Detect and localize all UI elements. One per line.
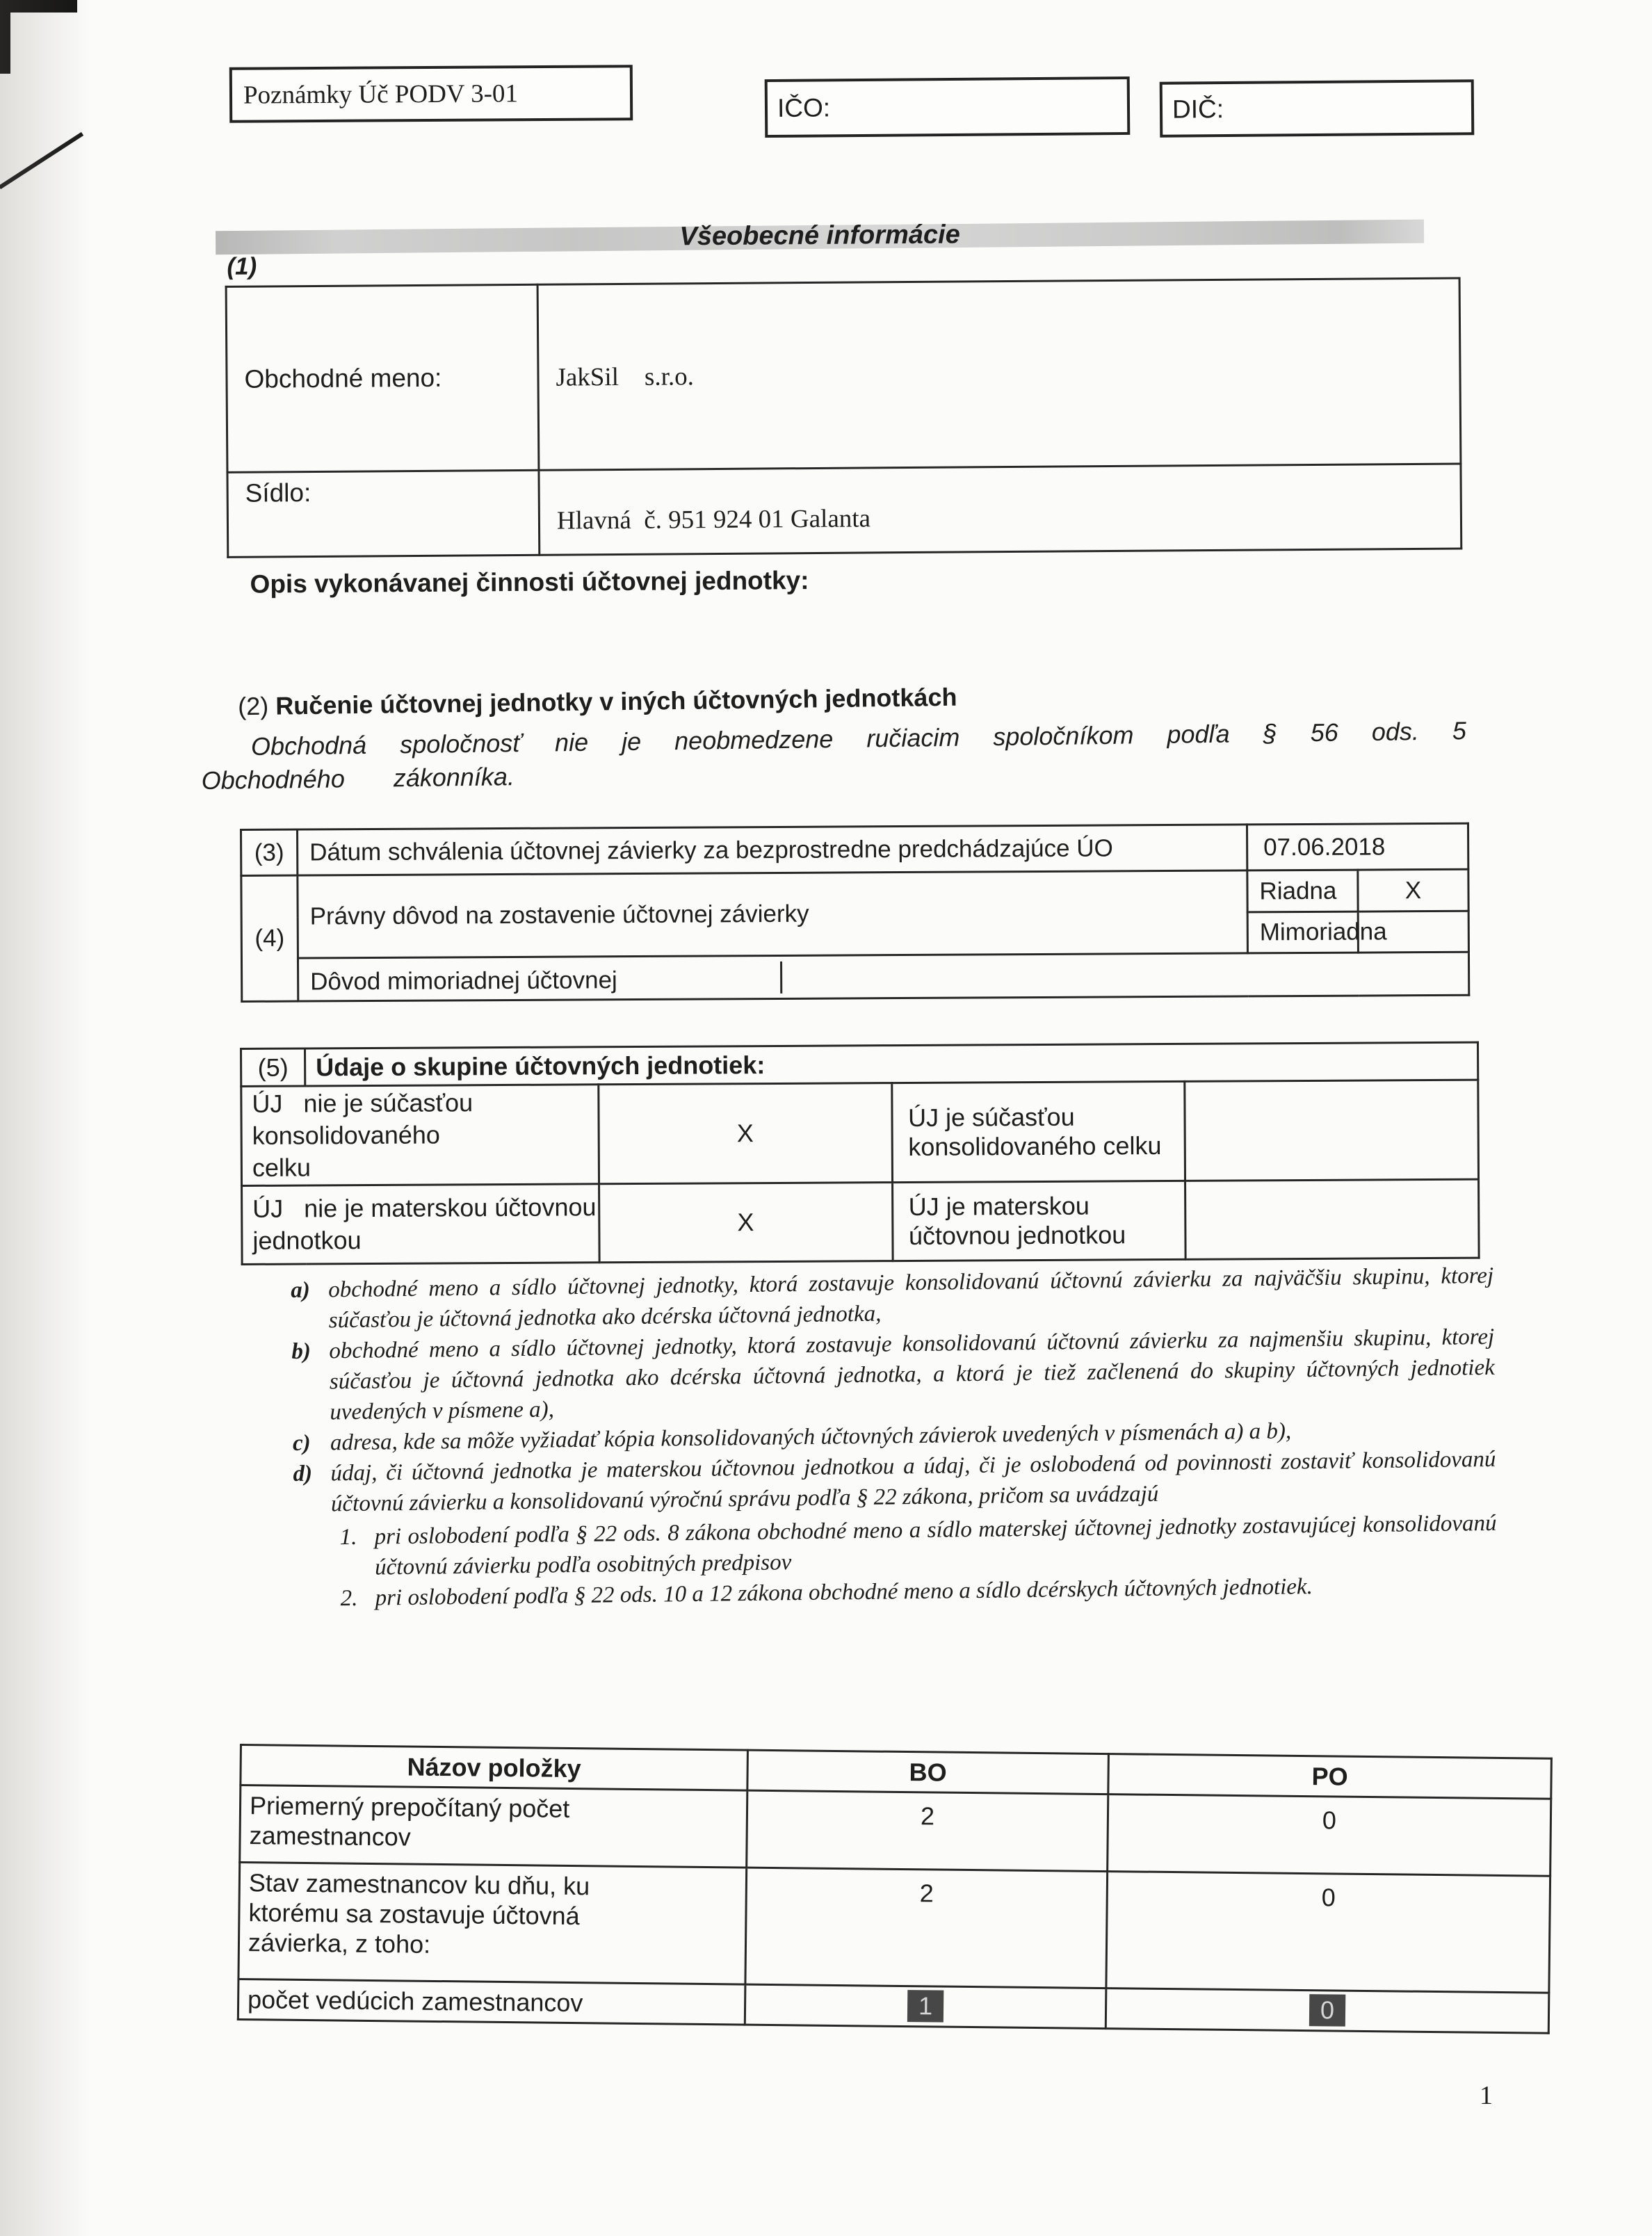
section5-title: Údaje o skupine účtovných jednotiek: [305, 1042, 1478, 1086]
row-label: Stav zamestnancov ku dňu, ku ktorému sa zostavuje účtovná závierka, z toho: [238, 1863, 747, 1985]
scan-edge-shade [0, 0, 90, 2236]
table-row [238, 1863, 1550, 1993]
dic-field-box [1160, 79, 1475, 138]
ico-field-box [765, 76, 1131, 138]
extraordinary-reason-label: Dôvod mimoriadnej účtovnej [310, 966, 617, 995]
note-subitems [339, 1508, 1497, 1614]
note-text: obchodné meno a sídlo účtovnej jednotky, ktorá zostavuje konsolidovanú účtovnú závierku za najmenšiu skupinu, ktorej súčasťou je účtovná jednotka ako dcérska účtovná jednotka, a ktorá je tiež začlenená do skupiny účtovných jednotiek uvedených v písmene a), [329, 1324, 1495, 1425]
row-po-value: 0 [1108, 1795, 1551, 1877]
section2-title: Ručenie účtovnej jednotky v iných účtovných jednotkách [275, 682, 957, 720]
note-marker: a) [291, 1277, 310, 1303]
highlighted-value: 0 [1309, 1994, 1345, 2027]
group-row1-right-checkbox [1185, 1080, 1478, 1181]
note-marker: c) [292, 1430, 311, 1456]
column-header-name: Názov položky [241, 1745, 748, 1791]
note-text: obchodné meno a sídlo účtovnej jednotky, ktorá zostavuje konsolidovanú účtovnú závierku za najväčšiu skupinu, ktorej súčasťou je účtovná jednotka ako dcérska účtovná jednotka, [328, 1263, 1494, 1334]
section5-number: (5) [241, 1048, 305, 1086]
group-row2-right-label: ÚJ je materskou účtovnou jednotkou [892, 1181, 1185, 1261]
section-liability [200, 676, 1470, 795]
note-text: pri oslobodení podľa § 22 ods. 10 a 12 zákona obchodné meno a sídlo dcérskych účtovných jednotiek. [375, 1574, 1313, 1611]
note-text: pri oslobodení podľa § 22 ods. 8 zákona obchodné meno a sídlo materskej účtovnej jednotky zostavujúcej konsolidovanú účtovnú závierku podľa osobitných predpisov [374, 1510, 1497, 1580]
table-row [241, 869, 1468, 917]
approval-table [240, 823, 1470, 1003]
row-bo-value [745, 1984, 1106, 2028]
form-code-label: Poznámky Úč PODV 3-01 [243, 79, 519, 110]
option-riadna-label: Riadna [1247, 870, 1358, 912]
table-row [227, 464, 1461, 557]
employees-table [237, 1744, 1553, 2034]
table-row [241, 823, 1468, 875]
form-code-box [229, 65, 633, 123]
row-bo-value: 2 [745, 1868, 1108, 1988]
section-title: Všeobecné informácie [679, 220, 960, 252]
row-po-value: 0 [1106, 1872, 1550, 1993]
approval-date-value: 07.06.2018 [1247, 823, 1468, 870]
group-row2-left-checkbox: X [599, 1183, 892, 1263]
note-item-b [291, 1322, 1495, 1428]
extraordinary-reason-cell [298, 952, 1468, 1001]
row-label: Priemerný prepočítaný počet zamestnancov [240, 1785, 747, 1868]
group-row2-right-checkbox [1185, 1179, 1479, 1259]
note-marker: d) [293, 1461, 313, 1486]
section2-heading [238, 676, 1468, 721]
company-address-label: Sídlo: [227, 470, 540, 557]
table-row [242, 1179, 1480, 1264]
table-row [241, 952, 1468, 1001]
group-info-table [240, 1042, 1480, 1265]
section1-number: (1) [227, 252, 257, 280]
section2-number: (2) [237, 691, 269, 721]
note-text: adresa, kde sa môže vyžiadať kópia konsolidovaných účtovných závierok uvedených v písmenách a) a b), [330, 1418, 1292, 1456]
column-header-bo: BO [747, 1750, 1109, 1794]
note-text: údaj, či účtovná jednotka je materskou účtovnou jednotkou a údaj, či je oslobodená od povinnosti zostaviť konsolidovanú účtovnú závierku a konsolidovanú výročnú správu podľa § 22 zákona, pričom sa uvádzajú [330, 1446, 1496, 1517]
row-bo-value: 2 [747, 1790, 1108, 1871]
notes-list [291, 1261, 1498, 1614]
company-info-table [225, 277, 1463, 558]
table-row [226, 278, 1461, 472]
activity-description-label: Opis vykonávanej činnosti účtovnej jednotky: [250, 566, 809, 599]
row-label: počet vedúcich zamestnancov [238, 1979, 745, 2025]
ico-label: IČO: [777, 93, 831, 122]
company-address-value: Hlavná č. 951 924 01 Galanta [539, 464, 1461, 555]
column-header-po: PO [1108, 1754, 1552, 1799]
company-name-value: JakSil s.r.o. [537, 278, 1461, 470]
table-row [241, 1080, 1479, 1185]
approval-date-label: Dátum schválenia účtovnej závierky za bezprostredne predchádzajúce ÚO [298, 825, 1247, 875]
section-general-info [216, 219, 1470, 631]
row-po-value [1106, 1988, 1549, 2034]
option-mimoriadna-label: Mimoriadna [1247, 912, 1358, 953]
note-marker: 2. [340, 1585, 358, 1612]
company-name-label: Obchodné meno: [226, 284, 539, 472]
group-row1-right-label: ÚJ je súčasťou konsolidovaného celku [891, 1081, 1185, 1182]
table-row [241, 1042, 1478, 1086]
page-number: 1 [1480, 2081, 1493, 2110]
note-marker: b) [291, 1338, 311, 1364]
table-row [240, 1785, 1551, 1877]
group-row1-left-checkbox: X [599, 1083, 892, 1184]
group-row2-left-label: ÚJ nie je materskou účtovnou jednotkou [242, 1184, 599, 1265]
note-marker: 1. [339, 1524, 357, 1550]
highlighted-value: 1 [907, 1990, 944, 2023]
option-riadna-checkbox: X [1358, 869, 1468, 912]
section2-paragraph-line1: Obchodná spoločnosť nie je neobmedzene ručiacim spoločníkom podľa § 56 ods. 5 [250, 716, 1467, 761]
legal-reason-label: Právny dôvod na zostavenie účtovnej závierky [298, 870, 1248, 958]
section3-number: (3) [241, 829, 298, 875]
group-row1-left-label: ÚJ nie je súčasťou konsolidovaného celku [241, 1085, 599, 1186]
section4-number: (4) [241, 875, 298, 1001]
extraordinary-reason-input-box [780, 957, 1468, 993]
section2-paragraph-line2: Obchodného zákonníka. [201, 762, 515, 795]
dic-label: DIČ: [1172, 95, 1224, 124]
